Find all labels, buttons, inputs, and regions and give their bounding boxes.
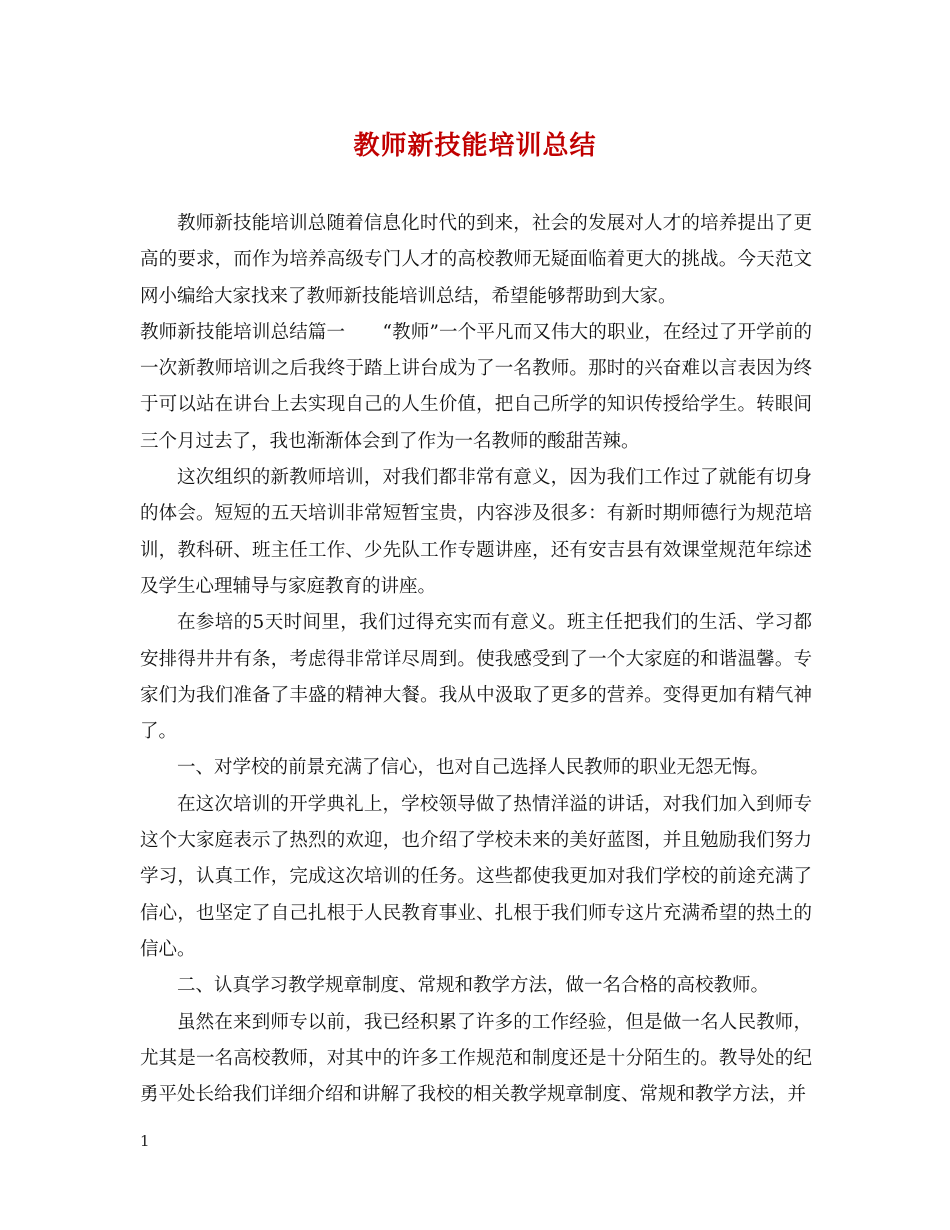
paragraph-teaching-rules: 虽然在来到师专以前，我已经积累了许多的工作经验，但是做一名人民教师，尤其是一名高校教师，对其中的许多工作规范和制度还是十分陌生的。教导处的纪勇平处长给我们详细介绍和讲解了我校的相关教学规章制度、常规和教学方法，并 (140, 1011, 812, 1106)
paragraph-intro: 教师新技能培训总随着信息化时代的到来，社会的发展对人才的培养提出了更高的要求，而作为培养高级专门人才的高校教师无疑面临着更大的挑战。今天范文网小编给大家找来了教师新技能培训总结，希望能够帮助到大家。 (140, 213, 812, 307)
paragraph-heading-two: 二、认真学习教学规章制度、常规和教学方法，做一名合格的高校教师。 (177, 975, 770, 997)
paragraph-heading-one: 一、对学校的前景充满了信心，也对自己选择人民教师的职业无怨无悔。 (177, 757, 770, 779)
paragraph-five-days: 在参培的5天时间里，我们过得充实而有意义。班主任把我们的生活、学习都安排得井井有条，考虑得非常详尽周到。使我感受到了一个大家庭的和谐温馨。专家们为我们准备了丰盛的精神大餐。我从中汲取了更多的营养。变得更加有精气神了。 (140, 612, 812, 743)
page-number: 1 (140, 1132, 150, 1150)
document-body (140, 206, 812, 1113)
paragraph-section-one: 教师新技能培训总结篇一 “教师”一个平凡而又伟大的职业，在经过了开学前的一次新教师培训之后我终于踏上讲台成为了一名教师。那时的兴奋难以言表因为终于可以站在讲台上去实现自己的人生价值，把自己所学的知识传授给学生。转眼间三个月过去了，我也渐渐体会到了作为一名教师的酸甜苦辣。 (140, 321, 812, 452)
paragraph-training-content: 这次组织的新教师培训，对我们都非常有意义，因为我们工作过了就能有切身的体会。短短的五天培训非常短暂宝贵，内容涉及很多：有新时期师德行为规范培训，教科研、班主任工作、少先队工作专题讲座，还有安吉县有效课堂规范年综述及学生心理辅导与家庭教育的讲座。 (140, 467, 812, 597)
document-title: 教师新技能培训总结 (353, 131, 597, 161)
paragraph-opening-ceremony: 在这次培训的开学典礼上，学校领导做了热情洋溢的讲话，对我们加入到师专这个大家庭表示了热烈的欢迎，也介绍了学校未来的美好蓝图，并且勉励我们努力学习，认真工作，完成这次培训的任务。这些都使我更加对我们学校的前途充满了信心，也坚定了自己扎根于人民教育事业、扎根于我们师专这片充满希望的热土的信心。 (140, 793, 812, 960)
